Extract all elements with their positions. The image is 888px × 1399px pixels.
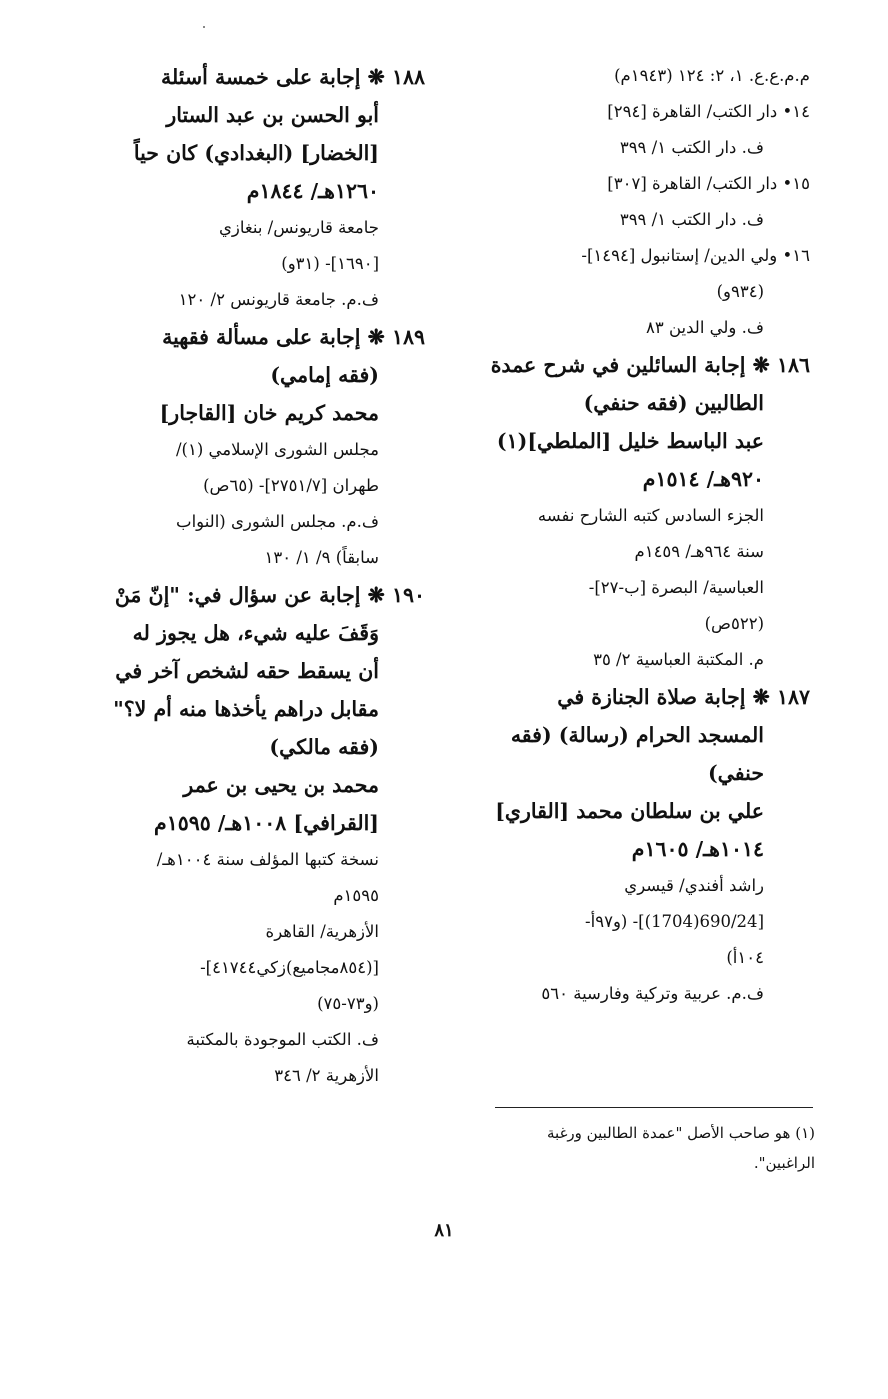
left-column-line: ١٩٠ ❋ إجابة عن سؤال في: "إنّ مَنْ: [114, 583, 425, 607]
right-column-line: م. المكتبة العباسية ٢/ ٣٥: [593, 650, 764, 669]
left-column-line: ١٨٩ ❋ إجابة على مسألة فقهية: [162, 325, 425, 349]
left-column-line: أبو الحسن بن عبد الستار: [166, 103, 379, 127]
left-column-line: وَقَفَ عليه شيء، هل يجوز له: [132, 621, 379, 645]
right-column-line: (٩٣٤و): [716, 282, 764, 301]
left-column-line: الأزهرية ٢/ ٣٤٦: [274, 1066, 379, 1085]
footnote-separator: [495, 1107, 813, 1108]
footnote-line: (١) هو صاحب الأصل "عمدة الطالبين ورغبة: [547, 1124, 815, 1142]
right-column-line: ١٤• دار الكتب/ القاهرة [٢٩٤]: [607, 102, 810, 121]
left-column-line: مقابل دراهم يأخذها منه أم لا؟": [113, 697, 379, 721]
left-column-line: [القرافي] ١٠٠٨هـ/ ١٥٩٥م: [154, 811, 379, 835]
left-column-line: [(٨٥٤مجاميع)زكي٤١٧٤٤]-: [200, 958, 379, 977]
footnote: [470, 1118, 815, 1178]
left-column-line: ١٥٩٥م: [333, 886, 379, 905]
left-column-line: محمد بن يحيى بن عمر: [183, 773, 379, 797]
right-column-line: ١٦• ولي الدين/ إستانبول [١٤٩٤]-: [581, 246, 810, 265]
footnote-line: الراغبين".: [753, 1154, 815, 1172]
left-column-line: طهران [٢٧٥١/٧]- (٦٥ص): [203, 476, 379, 495]
right-column-line: [690/24(1704)]- (و٩٧أ-: [585, 912, 764, 931]
right-column-line: ف.م. عربية وتركية وفارسية ٥٦٠: [541, 984, 764, 1003]
right-column-line: ١٨٦ ❋ إجابة السائلين في شرح عمدة: [490, 353, 810, 377]
right-column-line: الطالبين (فقه حنفي): [583, 391, 764, 415]
right-column-line: ف. دار الكتب ١/ ٣٩٩: [619, 138, 764, 157]
left-column-line: الأزهرية/ القاهرة: [265, 922, 379, 941]
page-number: ٨١: [434, 1220, 454, 1241]
right-column-line: العباسية/ البصرة [ب-٢٧]-: [588, 578, 764, 597]
right-column-line: ١٥• دار الكتب/ القاهرة [٣٠٧]: [607, 174, 810, 193]
right-column-line: م.م.ع.ع. ١، ٢: ١٢٤ (١٩٤٣م): [614, 66, 810, 85]
right-column-line: الجزء السادس كتبه الشارح نفسه: [537, 506, 764, 525]
right-column-line: ١٨٧ ❋ إجابة صلاة الجنازة في: [557, 685, 810, 709]
left-column-line: ف. الكتب الموجودة بالمكتبة: [186, 1030, 379, 1049]
left-column-line: ١٢٦٠هـ/ ١٨٤٤م: [246, 179, 379, 203]
right-column-line: ٩٢٠هـ/ ١٥١٤م: [642, 467, 764, 491]
right-column-line: راشد أفندي/ قيسري: [624, 876, 764, 895]
left-column-line: ١٨٨ ❋ إجابة على خمسة أسئلة: [161, 65, 425, 89]
left-column-line: جامعة قاريونس/ بنغازي: [219, 218, 379, 237]
right-column-line: عبد الباسط خليل [الملطي](١): [496, 429, 764, 453]
right-column-line: ف. ولي الدين ٨٣: [646, 318, 764, 337]
left-column-line: (و٧٣-٧٥): [317, 994, 379, 1013]
right-column: [465, 58, 810, 1012]
right-column-line: المسجد الحرام (رسالة) (فقه: [510, 723, 764, 747]
left-column-line: [الخضار] (البغدادي) كان حياً: [133, 141, 379, 165]
left-column-line: محمد كريم خان [القاجار]: [159, 401, 379, 425]
right-column-line: (٥٢٢ص): [704, 614, 764, 633]
right-column-line: ف. دار الكتب ١/ ٣٩٩: [619, 210, 764, 229]
right-column-line: ١٠٤أ): [726, 948, 764, 967]
left-column-line: ف.م. مجلس الشورى (النواب: [176, 512, 379, 531]
left-column: [80, 58, 425, 1094]
left-column-line: (فقه مالكي): [269, 735, 379, 759]
right-column-line: علي بن سلطان محمد [القاري]: [495, 799, 764, 823]
right-column-line: سنة ٩٦٤هـ/ ١٤٥٩م: [634, 542, 764, 561]
right-column-line: ١٠١٤هـ/ ١٦٠٥م: [631, 837, 764, 861]
right-column-line: حنفي): [707, 761, 764, 785]
scan-speck: [203, 26, 205, 28]
left-column-line: سابقاً) ٩/ ١/ ١٣٠: [264, 548, 379, 567]
left-column-line: أن يسقط حقه لشخص آخر في: [115, 659, 379, 683]
left-column-line: ف.م. جامعة قاريونس ٢/ ١٢٠: [178, 290, 379, 309]
left-column-line: نسخة كتبها المؤلف سنة ١٠٠٤هـ/: [156, 850, 379, 869]
left-column-line: مجلس الشورى الإسلامي (١)/: [175, 440, 379, 459]
left-column-line: (فقه إمامي): [270, 363, 379, 387]
left-column-line: [١٦٩٠]- (٣١و): [281, 254, 379, 273]
